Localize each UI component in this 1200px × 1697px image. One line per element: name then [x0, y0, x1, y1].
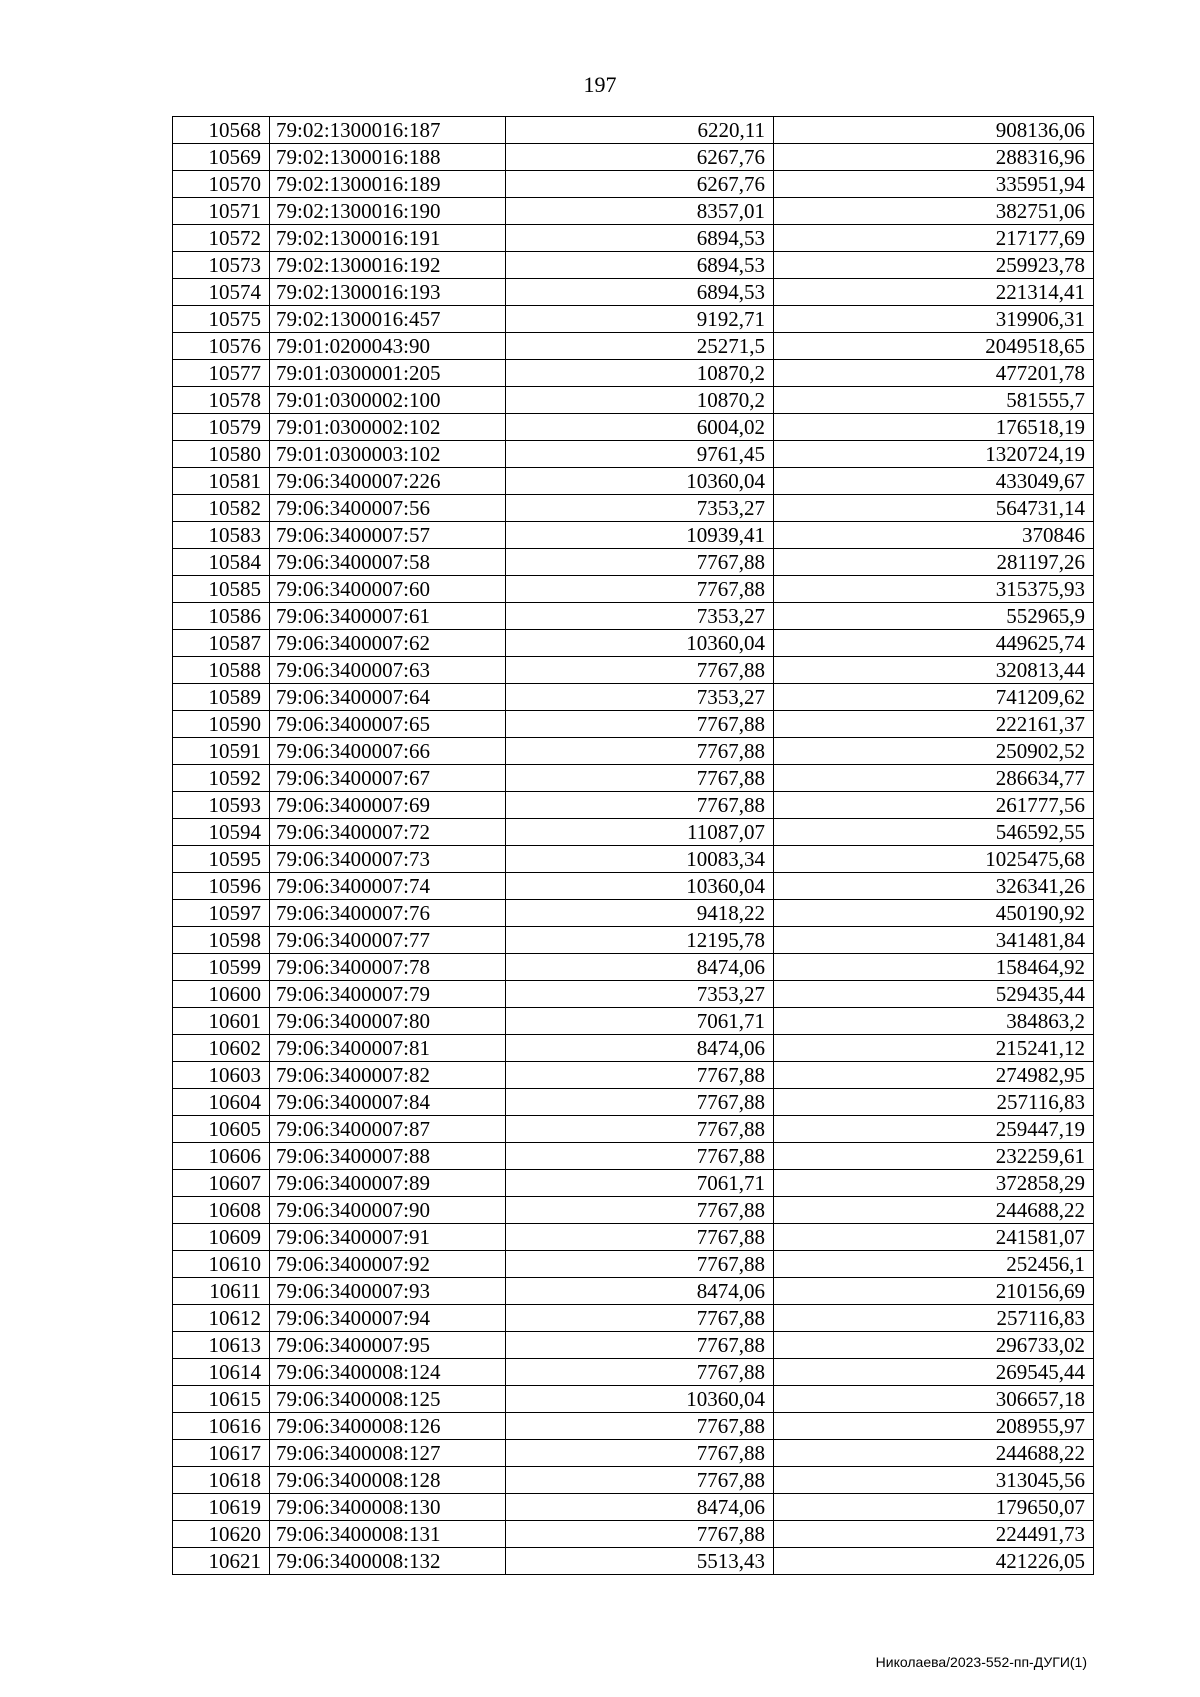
- row-number-cell: 10600: [173, 981, 270, 1008]
- value-cell: 306657,18: [774, 1386, 1094, 1413]
- table-row: [173, 576, 1094, 603]
- area-cell: 5513,43: [506, 1548, 774, 1575]
- area-cell: 8357,01: [506, 198, 774, 225]
- cadastral-number-cell: 79:01:0300002:100: [270, 387, 506, 414]
- row-number-cell: 10602: [173, 1035, 270, 1062]
- table-row: [173, 1278, 1094, 1305]
- table-row: [173, 873, 1094, 900]
- area-cell: 6894,53: [506, 279, 774, 306]
- row-number-cell: 10585: [173, 576, 270, 603]
- area-cell: 7767,88: [506, 1224, 774, 1251]
- area-cell: 7767,88: [506, 1143, 774, 1170]
- cadastral-table: [172, 116, 1094, 1575]
- table-row: [173, 846, 1094, 873]
- table-row: [173, 1440, 1094, 1467]
- cadastral-number-cell: 79:02:1300016:192: [270, 252, 506, 279]
- value-cell: 320813,44: [774, 657, 1094, 684]
- area-cell: 7767,88: [506, 1440, 774, 1467]
- area-cell: 6220,11: [506, 117, 774, 144]
- area-cell: 10360,04: [506, 630, 774, 657]
- value-cell: 546592,55: [774, 819, 1094, 846]
- table-row: [173, 1386, 1094, 1413]
- area-cell: 7767,88: [506, 657, 774, 684]
- cadastral-number-cell: 79:06:3400008:130: [270, 1494, 506, 1521]
- row-number-cell: 10621: [173, 1548, 270, 1575]
- value-cell: 259923,78: [774, 252, 1094, 279]
- area-cell: 10360,04: [506, 468, 774, 495]
- table-row: [173, 468, 1094, 495]
- value-cell: 313045,56: [774, 1467, 1094, 1494]
- value-cell: 232259,61: [774, 1143, 1094, 1170]
- value-cell: 221314,41: [774, 279, 1094, 306]
- table-row: [173, 414, 1094, 441]
- cadastral-number-cell: 79:06:3400007:67: [270, 765, 506, 792]
- cadastral-number-cell: 79:06:3400007:94: [270, 1305, 506, 1332]
- value-cell: 421226,05: [774, 1548, 1094, 1575]
- cadastral-number-cell: 79:06:3400007:93: [270, 1278, 506, 1305]
- table-row: [173, 711, 1094, 738]
- table-row: [173, 171, 1094, 198]
- row-number-cell: 10577: [173, 360, 270, 387]
- value-cell: 176518,19: [774, 414, 1094, 441]
- cadastral-number-cell: 79:06:3400007:95: [270, 1332, 506, 1359]
- value-cell: 1025475,68: [774, 846, 1094, 873]
- cadastral-number-cell: 79:06:3400007:78: [270, 954, 506, 981]
- value-cell: 450190,92: [774, 900, 1094, 927]
- area-cell: 9761,45: [506, 441, 774, 468]
- table-row: [173, 198, 1094, 225]
- value-cell: 286634,77: [774, 765, 1094, 792]
- cadastral-number-cell: 79:06:3400007:58: [270, 549, 506, 576]
- cadastral-number-cell: 79:06:3400007:66: [270, 738, 506, 765]
- cadastral-number-cell: 79:06:3400007:77: [270, 927, 506, 954]
- area-cell: 8474,06: [506, 1035, 774, 1062]
- cadastral-number-cell: 79:06:3400007:72: [270, 819, 506, 846]
- row-number-cell: 10620: [173, 1521, 270, 1548]
- row-number-cell: 10568: [173, 117, 270, 144]
- value-cell: 179650,07: [774, 1494, 1094, 1521]
- value-cell: 257116,83: [774, 1305, 1094, 1332]
- area-cell: 10939,41: [506, 522, 774, 549]
- cadastral-number-cell: 79:06:3400007:76: [270, 900, 506, 927]
- area-cell: 7767,88: [506, 1413, 774, 1440]
- value-cell: 250902,52: [774, 738, 1094, 765]
- cadastral-number-cell: 79:06:3400007:88: [270, 1143, 506, 1170]
- area-cell: 10360,04: [506, 873, 774, 900]
- area-cell: 7767,88: [506, 1359, 774, 1386]
- row-number-cell: 10576: [173, 333, 270, 360]
- area-cell: 11087,07: [506, 819, 774, 846]
- cadastral-number-cell: 79:06:3400007:62: [270, 630, 506, 657]
- row-number-cell: 10614: [173, 1359, 270, 1386]
- table-row: [173, 1548, 1094, 1575]
- area-cell: 8474,06: [506, 1278, 774, 1305]
- table-body: [173, 117, 1094, 1575]
- row-number-cell: 10607: [173, 1170, 270, 1197]
- row-number-cell: 10590: [173, 711, 270, 738]
- cadastral-number-cell: 79:01:0300001:205: [270, 360, 506, 387]
- cadastral-number-cell: 79:06:3400007:63: [270, 657, 506, 684]
- value-cell: 335951,94: [774, 171, 1094, 198]
- table-row: [173, 1170, 1094, 1197]
- cadastral-number-cell: 79:06:3400007:65: [270, 711, 506, 738]
- cadastral-number-cell: 79:02:1300016:193: [270, 279, 506, 306]
- table-row: [173, 927, 1094, 954]
- footer-document-id: Николаева/2023-552-пп-ДУГИ(1): [875, 1654, 1087, 1670]
- row-number-cell: 10588: [173, 657, 270, 684]
- row-number-cell: 10591: [173, 738, 270, 765]
- row-number-cell: 10583: [173, 522, 270, 549]
- cadastral-number-cell: 79:06:3400008:132: [270, 1548, 506, 1575]
- value-cell: 208955,97: [774, 1413, 1094, 1440]
- cadastral-number-cell: 79:06:3400007:56: [270, 495, 506, 522]
- table-row: [173, 1305, 1094, 1332]
- row-number-cell: 10617: [173, 1440, 270, 1467]
- cadastral-number-cell: 79:06:3400007:92: [270, 1251, 506, 1278]
- table-row: [173, 360, 1094, 387]
- row-number-cell: 10570: [173, 171, 270, 198]
- area-cell: 8474,06: [506, 954, 774, 981]
- cadastral-number-cell: 79:06:3400008:125: [270, 1386, 506, 1413]
- row-number-cell: 10587: [173, 630, 270, 657]
- value-cell: 217177,69: [774, 225, 1094, 252]
- row-number-cell: 10573: [173, 252, 270, 279]
- value-cell: 259447,19: [774, 1116, 1094, 1143]
- table-row: [173, 1251, 1094, 1278]
- area-cell: 10870,2: [506, 360, 774, 387]
- row-number-cell: 10596: [173, 873, 270, 900]
- table-row: [173, 522, 1094, 549]
- area-cell: 7353,27: [506, 495, 774, 522]
- table-row: [173, 630, 1094, 657]
- cadastral-number-cell: 79:06:3400008:124: [270, 1359, 506, 1386]
- table-row: [173, 1359, 1094, 1386]
- table-row: [173, 225, 1094, 252]
- row-number-cell: 10572: [173, 225, 270, 252]
- value-cell: 252456,1: [774, 1251, 1094, 1278]
- cadastral-number-cell: 79:02:1300016:187: [270, 117, 506, 144]
- cadastral-number-cell: 79:06:3400007:60: [270, 576, 506, 603]
- area-cell: 7061,71: [506, 1170, 774, 1197]
- row-number-cell: 10593: [173, 792, 270, 819]
- table-row: [173, 738, 1094, 765]
- row-number-cell: 10611: [173, 1278, 270, 1305]
- area-cell: 10360,04: [506, 1386, 774, 1413]
- row-number-cell: 10610: [173, 1251, 270, 1278]
- value-cell: 281197,26: [774, 549, 1094, 576]
- cadastral-number-cell: 79:02:1300016:188: [270, 144, 506, 171]
- table-row: [173, 1089, 1094, 1116]
- row-number-cell: 10619: [173, 1494, 270, 1521]
- area-cell: 7767,88: [506, 1116, 774, 1143]
- cadastral-number-cell: 79:01:0300002:102: [270, 414, 506, 441]
- table-row: [173, 117, 1094, 144]
- table-row: [173, 684, 1094, 711]
- value-cell: 315375,93: [774, 576, 1094, 603]
- area-cell: 8474,06: [506, 1494, 774, 1521]
- area-cell: 7353,27: [506, 684, 774, 711]
- area-cell: 7767,88: [506, 738, 774, 765]
- row-number-cell: 10603: [173, 1062, 270, 1089]
- table-row: [173, 954, 1094, 981]
- area-cell: 10083,34: [506, 846, 774, 873]
- area-cell: 7767,88: [506, 1305, 774, 1332]
- row-number-cell: 10609: [173, 1224, 270, 1251]
- cadastral-number-cell: 79:06:3400007:91: [270, 1224, 506, 1251]
- row-number-cell: 10579: [173, 414, 270, 441]
- table-row: [173, 900, 1094, 927]
- cadastral-number-cell: 79:06:3400007:64: [270, 684, 506, 711]
- table-row: [173, 333, 1094, 360]
- area-cell: 12195,78: [506, 927, 774, 954]
- cadastral-number-cell: 79:02:1300016:191: [270, 225, 506, 252]
- table-row: [173, 1467, 1094, 1494]
- area-cell: 6267,76: [506, 144, 774, 171]
- value-cell: 288316,96: [774, 144, 1094, 171]
- area-cell: 7767,88: [506, 549, 774, 576]
- table-row: [173, 495, 1094, 522]
- area-cell: 7767,88: [506, 1197, 774, 1224]
- row-number-cell: 10580: [173, 441, 270, 468]
- area-cell: 25271,5: [506, 333, 774, 360]
- row-number-cell: 10582: [173, 495, 270, 522]
- cadastral-number-cell: 79:06:3400007:74: [270, 873, 506, 900]
- area-cell: 7767,88: [506, 1062, 774, 1089]
- row-number-cell: 10584: [173, 549, 270, 576]
- cadastral-number-cell: 79:06:3400007:82: [270, 1062, 506, 1089]
- value-cell: 261777,56: [774, 792, 1094, 819]
- row-number-cell: 10569: [173, 144, 270, 171]
- row-number-cell: 10598: [173, 927, 270, 954]
- table-row: [173, 981, 1094, 1008]
- table-row: [173, 1197, 1094, 1224]
- cadastral-number-cell: 79:06:3400007:226: [270, 468, 506, 495]
- value-cell: 257116,83: [774, 1089, 1094, 1116]
- value-cell: 564731,14: [774, 495, 1094, 522]
- value-cell: 341481,84: [774, 927, 1094, 954]
- table-row: [173, 144, 1094, 171]
- row-number-cell: 10599: [173, 954, 270, 981]
- value-cell: 449625,74: [774, 630, 1094, 657]
- row-number-cell: 10575: [173, 306, 270, 333]
- row-number-cell: 10592: [173, 765, 270, 792]
- value-cell: 244688,22: [774, 1197, 1094, 1224]
- area-cell: 7767,88: [506, 1251, 774, 1278]
- table-row: [173, 1035, 1094, 1062]
- table-row: [173, 1494, 1094, 1521]
- value-cell: 529435,44: [774, 981, 1094, 1008]
- area-cell: 7767,88: [506, 1089, 774, 1116]
- row-number-cell: 10595: [173, 846, 270, 873]
- area-cell: 7767,88: [506, 1332, 774, 1359]
- table-row: [173, 819, 1094, 846]
- table-row: [173, 1008, 1094, 1035]
- value-cell: 433049,67: [774, 468, 1094, 495]
- row-number-cell: 10581: [173, 468, 270, 495]
- row-number-cell: 10601: [173, 1008, 270, 1035]
- value-cell: 210156,69: [774, 1278, 1094, 1305]
- cadastral-number-cell: 79:06:3400008:131: [270, 1521, 506, 1548]
- area-cell: 7767,88: [506, 1521, 774, 1548]
- table-row: [173, 765, 1094, 792]
- cadastral-number-cell: 79:01:0300003:102: [270, 441, 506, 468]
- value-cell: 269545,44: [774, 1359, 1094, 1386]
- cadastral-number-cell: 79:01:0200043:90: [270, 333, 506, 360]
- cadastral-number-cell: 79:06:3400007:69: [270, 792, 506, 819]
- area-cell: 6004,02: [506, 414, 774, 441]
- value-cell: 296733,02: [774, 1332, 1094, 1359]
- row-number-cell: 10594: [173, 819, 270, 846]
- area-cell: 7767,88: [506, 576, 774, 603]
- row-number-cell: 10574: [173, 279, 270, 306]
- area-cell: 10870,2: [506, 387, 774, 414]
- value-cell: 908136,06: [774, 117, 1094, 144]
- area-cell: 9418,22: [506, 900, 774, 927]
- table-row: [173, 1062, 1094, 1089]
- value-cell: 741209,62: [774, 684, 1094, 711]
- cadastral-number-cell: 79:06:3400007:89: [270, 1170, 506, 1197]
- value-cell: 158464,92: [774, 954, 1094, 981]
- row-number-cell: 10613: [173, 1332, 270, 1359]
- cadastral-number-cell: 79:06:3400007:81: [270, 1035, 506, 1062]
- row-number-cell: 10589: [173, 684, 270, 711]
- page-number: 197: [583, 72, 617, 97]
- row-number-cell: 10586: [173, 603, 270, 630]
- area-cell: 7353,27: [506, 981, 774, 1008]
- value-cell: 326341,26: [774, 873, 1094, 900]
- table-row: [173, 306, 1094, 333]
- cadastral-number-cell: 79:06:3400008:127: [270, 1440, 506, 1467]
- cadastral-number-cell: 79:06:3400007:90: [270, 1197, 506, 1224]
- table-row: [173, 279, 1094, 306]
- value-cell: 2049518,65: [774, 333, 1094, 360]
- row-number-cell: 10615: [173, 1386, 270, 1413]
- cadastral-number-cell: 79:06:3400007:79: [270, 981, 506, 1008]
- value-cell: 222161,37: [774, 711, 1094, 738]
- cadastral-number-cell: 79:06:3400007:87: [270, 1116, 506, 1143]
- value-cell: 384863,2: [774, 1008, 1094, 1035]
- value-cell: 581555,7: [774, 387, 1094, 414]
- table-row: [173, 1224, 1094, 1251]
- table-row: [173, 441, 1094, 468]
- value-cell: 244688,22: [774, 1440, 1094, 1467]
- table-row: [173, 549, 1094, 576]
- area-cell: 9192,71: [506, 306, 774, 333]
- cadastral-number-cell: 79:02:1300016:457: [270, 306, 506, 333]
- value-cell: 382751,06: [774, 198, 1094, 225]
- value-cell: 372858,29: [774, 1170, 1094, 1197]
- table-row: [173, 387, 1094, 414]
- area-cell: 6894,53: [506, 225, 774, 252]
- area-cell: 6267,76: [506, 171, 774, 198]
- cadastral-number-cell: 79:06:3400008:126: [270, 1413, 506, 1440]
- area-cell: 7767,88: [506, 765, 774, 792]
- table-row: [173, 1332, 1094, 1359]
- row-number-cell: 10578: [173, 387, 270, 414]
- value-cell: 215241,12: [774, 1035, 1094, 1062]
- area-cell: 6894,53: [506, 252, 774, 279]
- cadastral-number-cell: 79:06:3400007:61: [270, 603, 506, 630]
- table-row: [173, 1116, 1094, 1143]
- area-cell: 7061,71: [506, 1008, 774, 1035]
- row-number-cell: 10618: [173, 1467, 270, 1494]
- table-row: [173, 792, 1094, 819]
- row-number-cell: 10605: [173, 1116, 270, 1143]
- cadastral-number-cell: 79:02:1300016:189: [270, 171, 506, 198]
- cadastral-number-cell: 79:02:1300016:190: [270, 198, 506, 225]
- cadastral-number-cell: 79:06:3400007:57: [270, 522, 506, 549]
- row-number-cell: 10571: [173, 198, 270, 225]
- cadastral-number-cell: 79:06:3400007:80: [270, 1008, 506, 1035]
- row-number-cell: 10604: [173, 1089, 270, 1116]
- table-row: [173, 657, 1094, 684]
- table-row: [173, 1413, 1094, 1440]
- value-cell: 319906,31: [774, 306, 1094, 333]
- row-number-cell: 10612: [173, 1305, 270, 1332]
- area-cell: 7767,88: [506, 1467, 774, 1494]
- value-cell: 477201,78: [774, 360, 1094, 387]
- row-number-cell: 10597: [173, 900, 270, 927]
- table-row: [173, 603, 1094, 630]
- row-number-cell: 10606: [173, 1143, 270, 1170]
- table-row: [173, 1521, 1094, 1548]
- area-cell: 7353,27: [506, 603, 774, 630]
- area-cell: 7767,88: [506, 792, 774, 819]
- value-cell: 1320724,19: [774, 441, 1094, 468]
- value-cell: 552965,9: [774, 603, 1094, 630]
- row-number-cell: 10616: [173, 1413, 270, 1440]
- cadastral-number-cell: 79:06:3400007:84: [270, 1089, 506, 1116]
- value-cell: 224491,73: [774, 1521, 1094, 1548]
- table-row: [173, 1143, 1094, 1170]
- cadastral-number-cell: 79:06:3400007:73: [270, 846, 506, 873]
- value-cell: 274982,95: [774, 1062, 1094, 1089]
- row-number-cell: 10608: [173, 1197, 270, 1224]
- value-cell: 241581,07: [774, 1224, 1094, 1251]
- area-cell: 7767,88: [506, 711, 774, 738]
- table-row: [173, 252, 1094, 279]
- value-cell: 370846: [774, 522, 1094, 549]
- cadastral-number-cell: 79:06:3400008:128: [270, 1467, 506, 1494]
